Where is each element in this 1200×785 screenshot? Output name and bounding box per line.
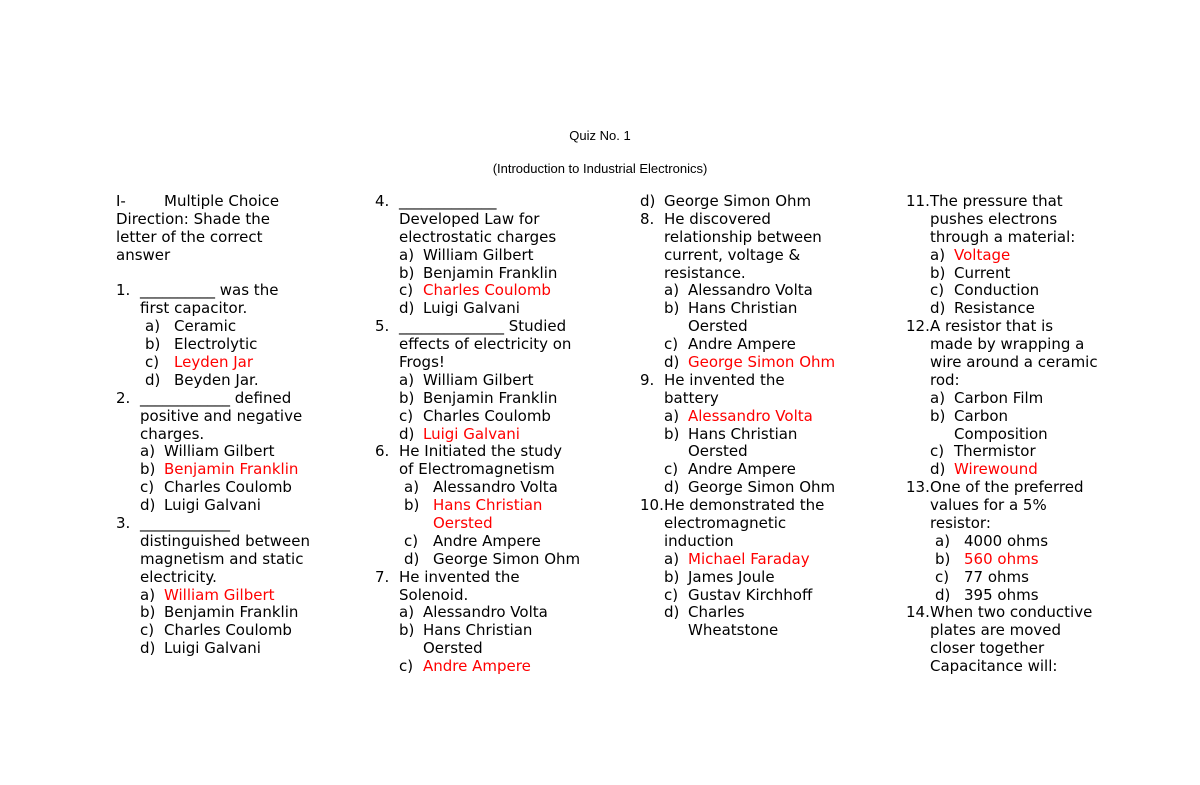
question-number: 10. [640, 496, 664, 515]
question-text: of Electromagnetism [399, 460, 555, 479]
option[interactable] [399, 622, 615, 658]
question-text: effects of electricity on [399, 335, 572, 354]
option-text: Wheatstone [688, 621, 779, 640]
question-number: 1. [116, 281, 131, 300]
option[interactable] [930, 408, 1151, 444]
question-11 [906, 193, 1151, 318]
option[interactable] [140, 622, 356, 640]
option[interactable] [399, 390, 615, 408]
option[interactable] [140, 443, 356, 461]
option-letter: d) [404, 549, 420, 568]
question-text: He invented the [664, 370, 785, 389]
quiz-subtitle: (Introduction to Industrial Electronics) [492, 161, 708, 176]
question-text: wire around a ceramic [930, 353, 1098, 372]
option-text: Composition [954, 424, 1048, 443]
option-text: Benjamin Franklin [164, 460, 299, 479]
section-numeral: I- [116, 192, 126, 210]
option-letter: d) [664, 353, 680, 372]
option-text: Alessandro Volta [423, 603, 548, 622]
option[interactable] [664, 426, 885, 462]
question-7 [375, 569, 615, 676]
option-text: Charles [688, 603, 745, 622]
option-text: George Simon Ohm [664, 192, 812, 210]
option-text: Current [954, 263, 1011, 282]
option-letter: a) [664, 549, 680, 568]
option-text: Oersted [688, 442, 748, 461]
option-text: 395 ohms [964, 585, 1039, 604]
question-text: closer together [930, 639, 1045, 658]
quiz-title: Quiz No. 1 [569, 128, 631, 143]
option-text: Luigi Galvani [423, 299, 520, 318]
option[interactable] [399, 300, 615, 318]
option-letter: d) [640, 192, 656, 210]
option-text: Benjamin Franklin [164, 603, 299, 622]
column-1 [116, 193, 356, 658]
option-letter: d) [664, 478, 680, 497]
question-text: electromagnetic [664, 514, 787, 533]
option-letter: d) [664, 603, 680, 622]
question-text: __________ was the [140, 281, 279, 300]
question-number: 14. [906, 603, 930, 622]
question-text: Developed Law for [399, 209, 540, 228]
question-text: One of the preferred [930, 478, 1084, 497]
option-text: Luigi Galvani [423, 424, 520, 443]
question-text: He discovered [664, 209, 771, 228]
question-5 [375, 318, 615, 443]
option-letter: a) [930, 388, 946, 407]
option-text: Voltage [954, 245, 1011, 264]
option-correct[interactable] [930, 247, 1151, 265]
option[interactable] [930, 282, 1151, 300]
option-correct[interactable] [664, 551, 885, 569]
question-text: electricity. [140, 567, 217, 586]
option-letter: b) [930, 263, 946, 282]
column-4 [906, 193, 1151, 676]
option-text: 560 ohms [964, 549, 1039, 568]
question-12 [906, 318, 1151, 479]
option[interactable] [399, 604, 615, 622]
question-text: resistor: [930, 514, 991, 533]
option-text: Andre Ampere [423, 657, 531, 676]
option[interactable] [935, 569, 1151, 587]
direction-line: letter of the correct [116, 227, 263, 246]
question-text: A resistor that is [930, 317, 1054, 336]
option-text: William Gilbert [423, 245, 534, 264]
option[interactable] [399, 372, 615, 390]
option-letter: b) [399, 263, 415, 282]
option-text: Andre Ampere [688, 460, 796, 479]
question-text: relationship between [664, 227, 822, 246]
option[interactable] [935, 533, 1151, 551]
option-letter: b) [399, 388, 415, 407]
question-text: plates are moved [930, 621, 1062, 640]
option[interactable] [640, 193, 885, 211]
option[interactable] [399, 265, 615, 283]
question-9 [640, 372, 885, 497]
direction-line: Direction: Shade the [116, 209, 270, 228]
question-13 [906, 479, 1151, 604]
option[interactable] [404, 551, 615, 569]
option[interactable] [935, 587, 1151, 605]
option-letter: d) [399, 424, 415, 443]
option-text: George Simon Ohm [688, 353, 836, 372]
option-text: Gustav Kirchhoff [688, 585, 813, 604]
option-text: Carbon [954, 406, 1009, 425]
question-text: distinguished between [140, 531, 310, 550]
option-letter: b) [140, 460, 156, 479]
option-letter: c) [145, 353, 160, 372]
option-text: 4000 ohms [964, 531, 1049, 550]
option[interactable] [140, 604, 356, 622]
option-letter: c) [664, 335, 679, 354]
option-correct[interactable] [140, 461, 356, 479]
question-text: The pressure that [930, 192, 1063, 210]
option-text: Wirewound [954, 460, 1038, 479]
option-text: George Simon Ohm [433, 549, 581, 568]
question-text: charges. [140, 424, 205, 443]
direction-line: answer [116, 245, 171, 264]
option[interactable] [664, 300, 885, 336]
option-letter: a) [399, 370, 415, 389]
option[interactable] [140, 479, 356, 497]
option-letter: c) [935, 567, 950, 586]
question-number: 5. [375, 317, 390, 336]
option-letter: a) [930, 245, 946, 264]
question-2 [116, 390, 356, 515]
question-text: magnetism and static [140, 549, 304, 568]
option-letter: a) [399, 245, 415, 264]
option-correct[interactable] [140, 587, 356, 605]
option[interactable] [664, 569, 885, 587]
option-letter: b) [399, 621, 415, 640]
question-text: _____________ [399, 192, 497, 210]
option[interactable] [930, 390, 1151, 408]
option-text: Leyden Jar [174, 353, 254, 372]
option-letter: b) [664, 299, 680, 318]
question-8 [640, 211, 885, 372]
option-text: Hans Christian [688, 424, 798, 443]
option-text: Charles Coulomb [423, 406, 551, 425]
option-letter: b) [935, 549, 951, 568]
option-letter: b) [140, 603, 156, 622]
question-text: ____________ defined [140, 388, 292, 407]
question-number: 7. [375, 567, 390, 586]
question-text: battery [664, 388, 719, 407]
option-letter: d) [930, 460, 946, 479]
option-letter: c) [399, 406, 414, 425]
option-letter: c) [399, 657, 414, 676]
option-letter: c) [930, 281, 945, 300]
option-text: Luigi Galvani [164, 496, 261, 515]
question-number: 13. [906, 478, 930, 497]
option-letter: a) [399, 603, 415, 622]
option-letter: a) [140, 442, 156, 461]
option[interactable] [140, 497, 356, 515]
option[interactable] [664, 587, 885, 605]
question-1 [116, 282, 356, 389]
option-correct[interactable] [399, 658, 615, 676]
question-text: Capacitance will: [930, 657, 1058, 676]
option[interactable] [399, 408, 615, 426]
option[interactable] [404, 533, 615, 551]
option[interactable] [140, 640, 356, 658]
option[interactable] [664, 604, 885, 640]
option-correct[interactable] [145, 354, 356, 372]
option-letter: d) [145, 370, 161, 389]
option-text: Alessandro Volta [688, 281, 813, 300]
option-text: Benjamin Franklin [423, 388, 558, 407]
option-text: Hans Christian [433, 496, 543, 515]
option-text: Hans Christian [423, 621, 533, 640]
option-letter: c) [140, 478, 155, 497]
question-text: ______________ Studied [399, 317, 567, 336]
question-number: 9. [640, 370, 655, 389]
question-text: Solenoid. [399, 585, 469, 604]
option-text: William Gilbert [423, 370, 534, 389]
option-correct[interactable] [399, 282, 615, 300]
question-text: electrostatic charges [399, 227, 557, 246]
option-correct[interactable] [404, 497, 615, 533]
option-letter: a) [404, 478, 420, 497]
option-text: Benjamin Franklin [423, 263, 558, 282]
option-letter: a) [935, 531, 951, 550]
option-letter: c) [404, 531, 419, 550]
option-letter: d) [140, 496, 156, 515]
option-text: Michael Faraday [688, 549, 810, 568]
option-text: William Gilbert [164, 585, 275, 604]
question-number: 4. [375, 192, 390, 210]
option-text: Andre Ampere [433, 531, 541, 550]
option-text: Ceramic [174, 317, 237, 336]
question-text: through a material: [930, 227, 1076, 246]
option-letter: c) [664, 460, 679, 479]
option-letter: c) [399, 281, 414, 300]
question-text: made by wrapping a [930, 335, 1085, 354]
option-text: William Gilbert [164, 442, 275, 461]
question-text: ____________ [140, 514, 230, 533]
option-correct[interactable] [935, 551, 1151, 569]
option-text: Charles Coulomb [164, 621, 292, 640]
option-text: Charles Coulomb [164, 478, 292, 497]
option-letter: d) [930, 299, 946, 318]
question-4 [375, 193, 615, 318]
option-letter: d) [399, 299, 415, 318]
question-text: positive and negative [140, 406, 303, 425]
question-10 [640, 497, 885, 640]
option-letter: b) [664, 424, 680, 443]
question-6 [375, 443, 615, 568]
option-text: Conduction [954, 281, 1040, 300]
option-correct[interactable] [664, 354, 885, 372]
option-letter: c) [664, 585, 679, 604]
question-text: resistance. [664, 263, 746, 282]
column-3 [640, 193, 885, 640]
option-letter: c) [140, 621, 155, 640]
option[interactable] [664, 461, 885, 479]
option-letter: d) [935, 585, 951, 604]
option[interactable] [930, 265, 1151, 283]
option-text: Andre Ampere [688, 335, 796, 354]
question-text: induction [664, 531, 734, 550]
section-label: Multiple Choice [164, 192, 280, 210]
question-text: current, voltage & [664, 245, 801, 264]
option-text: Alessandro Volta [688, 406, 813, 425]
option-text: Beyden Jar. [174, 370, 259, 389]
column-2 [375, 193, 615, 676]
option-text: Oersted [423, 639, 483, 658]
option-text: Hans Christian [688, 299, 798, 318]
option-text: Carbon Film [954, 388, 1044, 407]
option-text: Electrolytic [174, 335, 258, 354]
option-text: Oersted [433, 514, 493, 533]
option-correct[interactable] [399, 426, 615, 444]
option-text: Resistance [954, 299, 1035, 318]
question-number: 12. [906, 317, 930, 336]
question-text: He Initiated the study [399, 442, 563, 461]
question-number: 6. [375, 442, 390, 461]
option-letter: d) [140, 639, 156, 658]
option-correct[interactable] [930, 461, 1151, 479]
question-text: pushes electrons [930, 209, 1058, 228]
option[interactable] [664, 336, 885, 354]
option-text: Alessandro Volta [433, 478, 558, 497]
option-text: Luigi Galvani [164, 639, 261, 658]
question-number: 8. [640, 209, 655, 228]
option-text: James Joule [688, 567, 775, 586]
option[interactable] [399, 247, 615, 265]
question-text: He invented the [399, 567, 520, 586]
option-letter: c) [930, 442, 945, 461]
question-text: rod: [930, 370, 960, 389]
option-text: Charles Coulomb [423, 281, 551, 300]
option[interactable] [145, 372, 356, 390]
option[interactable] [404, 479, 615, 497]
question-text: Frogs! [399, 353, 445, 372]
option-letter: a) [664, 281, 680, 300]
question-14 [906, 604, 1151, 676]
question-number: 3. [116, 514, 131, 533]
option-text: Thermistor [954, 442, 1036, 461]
option-text: George Simon Ohm [688, 478, 836, 497]
question-3 [116, 515, 356, 658]
question-text: first capacitor. [140, 299, 248, 318]
option-text: Oersted [688, 317, 748, 336]
question-text: He demonstrated the [664, 496, 825, 515]
option-letter: a) [145, 317, 161, 336]
option[interactable] [664, 479, 885, 497]
option[interactable] [145, 336, 356, 354]
option-text: 77 ohms [964, 567, 1029, 586]
option-letter: a) [664, 406, 680, 425]
option[interactable] [664, 282, 885, 300]
option[interactable] [930, 443, 1151, 461]
option[interactable] [930, 300, 1151, 318]
option[interactable] [145, 318, 356, 336]
option-letter: b) [930, 406, 946, 425]
question-text: values for a 5% [930, 496, 1047, 515]
section-heading [116, 193, 356, 211]
option-correct[interactable] [664, 408, 885, 426]
option-letter: a) [140, 585, 156, 604]
option-letter: b) [404, 496, 420, 515]
question-number: 2. [116, 388, 131, 407]
option-letter: b) [145, 335, 161, 354]
option-letter: b) [664, 567, 680, 586]
question-number: 11. [906, 192, 930, 210]
question-text: When two conductive [930, 603, 1093, 622]
